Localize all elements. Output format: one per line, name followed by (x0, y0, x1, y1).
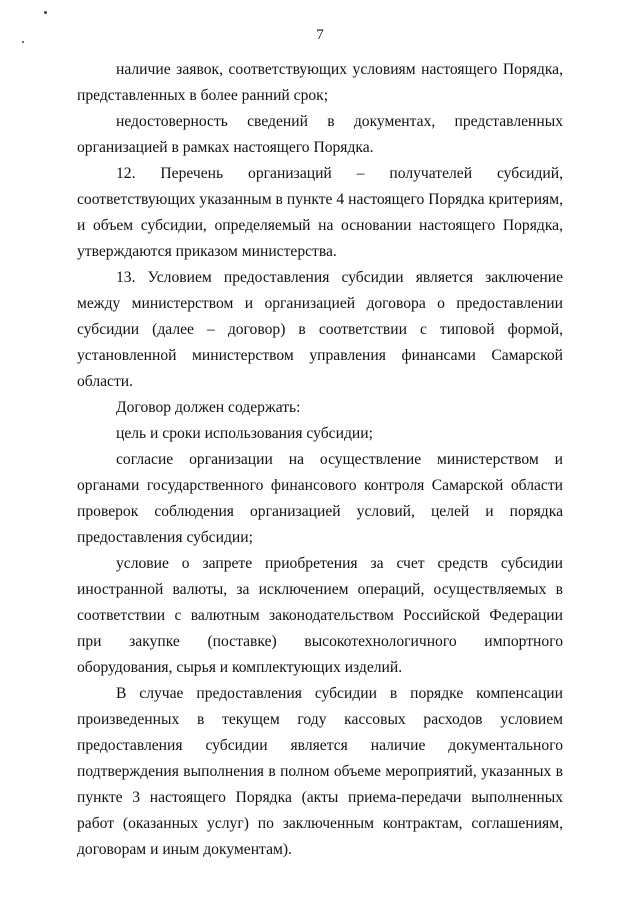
page-number: 7 (316, 27, 324, 43)
paragraph: Договор должен содержать: (116, 399, 301, 416)
paragraph: В случае предоставления субсидии в порядке компенсации произведенных в текущем году кассовых расходов условием предоставления субсидии является наличие документального подтверждения выполнения в полном объеме мероприятий, указанных в пункте 3 настоящего Порядка (акты приема-передачи выполненных работ (оказанных услуг) по заключенным контрактам, соглашениям, договорам и иным документам). (77, 685, 563, 858)
paragraph: 13. Условием предоставления субсидии является заключение между министерством и организацией договора о предоставлении субсидии (далее – договор) в соответствии с типовой формой, установленной министерством управления финансами Самарской области. (77, 269, 563, 390)
paragraph: недостоверность сведений в документах, представленных организацией в рамках настоящего Порядка. (77, 113, 563, 156)
paragraph: 12. Перечень организаций – получателей субсидий, соответствующих указанным в пункте 4 настоящего Порядка критериям, и объем субсидии, определяемый на основании настоящего Порядка, утверждаются приказом министерства. (77, 165, 563, 260)
paragraph: согласие организации на осуществление министерством и органами государственного финансового контроля Самарской области проверок соблюдения организацией условий, целей и порядка предоставления субсидии; (77, 451, 563, 546)
paragraph: условие о запрете приобретения за счет средств субсидии иностранной валюты, за исключением операций, осуществляемых в соответствии с валютным законодательством Российской Федерации при закупке (поставке) высокотехнологичного импортного оборудования, сырья и комплектующих изделий. (77, 555, 563, 676)
paragraph: цель и сроки использования субсидии; (116, 425, 373, 442)
scan-dot (44, 11, 47, 14)
paragraph: наличие заявок, соответствующих условиям настоящего Порядка, представленных в более ранний срок; (77, 61, 563, 104)
document-body (77, 57, 563, 863)
